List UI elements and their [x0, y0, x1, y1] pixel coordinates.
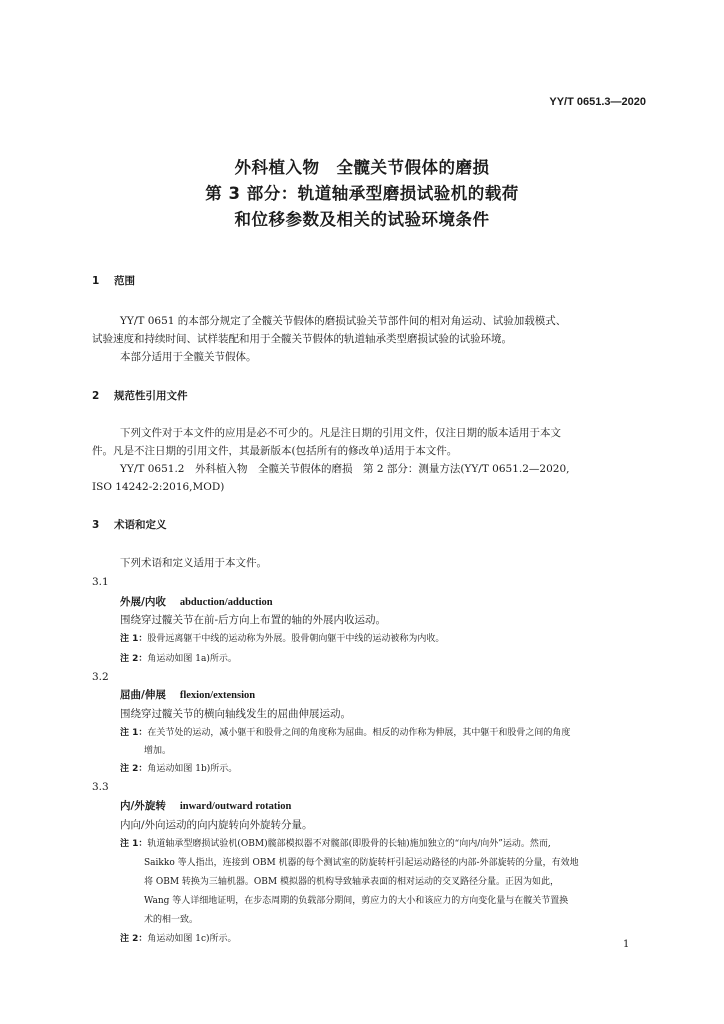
section-title: 规范性引用文件 — [114, 390, 188, 402]
term-definition: 内向/外向运动的向内旋转向外旋转分量。 — [120, 819, 313, 831]
note-continuation: Wang 等人详细地证明，在步态周期的负载部分期间，剪应力的大小和该应力的方向变化量与在髋关节置换 — [144, 896, 569, 906]
term-number: 3.2 — [92, 671, 109, 683]
note-label: 注 1： — [120, 634, 148, 644]
term-heading — [120, 688, 255, 703]
note-label: 注 2： — [120, 654, 148, 664]
note-text: 在关节处的运动，减小躯干和股骨之间的角度称为屈曲。相反的动作称为伸展，其中躯干和股骨之间的角度 — [147, 728, 571, 738]
term-zh: 屈曲/伸展 — [120, 689, 166, 701]
term-zh: 外展/内收 — [120, 596, 166, 608]
note-text: 股骨远离躯干中线的运动称为外展。股骨朝向躯干中线的运动被称为内收。 — [147, 634, 445, 644]
section-3-heading — [92, 518, 167, 532]
term-en: abduction/adduction — [179, 597, 273, 608]
note-label: 注 2： — [120, 934, 148, 944]
note-text: 轨道轴承型磨损试验机(OBM)髋部模拟器不对髋部(即股骨的长轴)施加独立的“向内/向外”运动。然而, — [147, 839, 551, 849]
note — [120, 726, 570, 740]
section-number: 2 — [92, 390, 100, 402]
note-label: 注 2： — [120, 764, 148, 774]
note — [120, 932, 237, 946]
note-continuation: 增加。 — [144, 746, 172, 756]
section-number: 3 — [92, 519, 100, 531]
paragraph-line: 试验速度和持续时间、试样装配和用于全髋关节假体的轨道轴承类型磨损试验的试验环境。 — [92, 333, 512, 345]
paragraph-line: 下列文件对于本文件的应用是必不可少的。凡是注日期的引用文件，仅注日期的版本适用于本文 — [120, 427, 561, 439]
paragraph-line: 件。凡是不注日期的引用文件，其最新版本(包括所有的修改单)适用于本文件。 — [92, 445, 458, 457]
term-heading — [120, 799, 291, 814]
section-title: 范围 — [114, 275, 135, 287]
paragraph-line: YY/T 0651 的本部分规定了全髋关节假体的磨损试验关节部件间的相对角运动、试验加载模式、 — [120, 315, 567, 327]
note — [120, 762, 237, 776]
term-number: 3.1 — [92, 576, 109, 588]
note-label: 注 1： — [120, 728, 148, 738]
section-number: 1 — [92, 275, 100, 287]
paragraph-line: 下列术语和定义适用于本文件。 — [120, 557, 267, 569]
page-number: 1 — [623, 939, 630, 950]
note-continuation: 将 OBM 转换为三轴机器。OBM 模拟器的机构导致轴承表面的相对运动的交叉路径分量。正因为如此， — [144, 877, 559, 887]
reference-line: ISO 14242-2:2016,MOD) — [92, 481, 225, 493]
note-text: 角运动如图 1b)所示。 — [147, 764, 238, 774]
term-number: 3.3 — [92, 781, 109, 793]
standard-code: YY/T 0651.3—2020 — [549, 96, 646, 108]
note-label: 注 1： — [120, 839, 148, 849]
note-continuation: Saikko 等人指出，连接到 OBM 机器的每个测试室的防旋转杆引起运动路径的内部-外部旋转的分量，有效地 — [144, 858, 579, 868]
term-definition: 围绕穿过髋关节在前-后方向上布置的轴的外展内收运动。 — [120, 614, 387, 626]
term-definition: 围绕穿过髋关节的横向轴线发生的屈曲伸展运动。 — [120, 708, 351, 720]
section-2-heading — [92, 389, 188, 403]
term-zh: 内/外旋转 — [120, 800, 166, 812]
note — [120, 632, 444, 646]
note-text: 角运动如图 1a)所示。 — [147, 654, 237, 664]
title-line-2: 第 3 部分：轨道轴承型磨损试验机的载荷 — [205, 184, 519, 203]
section-title: 术语和定义 — [114, 519, 167, 531]
note — [120, 837, 551, 851]
title-line-1: 外科植入物 全髋关节假体的磨损 — [234, 158, 490, 177]
paragraph-line: 本部分适用于全髋关节假体。 — [120, 351, 257, 363]
note-text: 角运动如图 1c)所示。 — [147, 934, 237, 944]
term-en: flexion/extension — [179, 690, 256, 701]
reference-line: YY/T 0651.2 外科植入物 全髋关节假体的磨损 第 2 部分：测量方法(YY/T 0651.2—2020, — [120, 463, 570, 475]
term-en: inward/outward rotation — [179, 801, 292, 812]
section-1-heading — [92, 274, 135, 288]
title-line-3: 和位移参数及相关的试验环境条件 — [234, 210, 490, 229]
term-heading — [120, 595, 273, 610]
note-continuation: 术的相一致。 — [144, 915, 199, 925]
note — [120, 652, 237, 666]
